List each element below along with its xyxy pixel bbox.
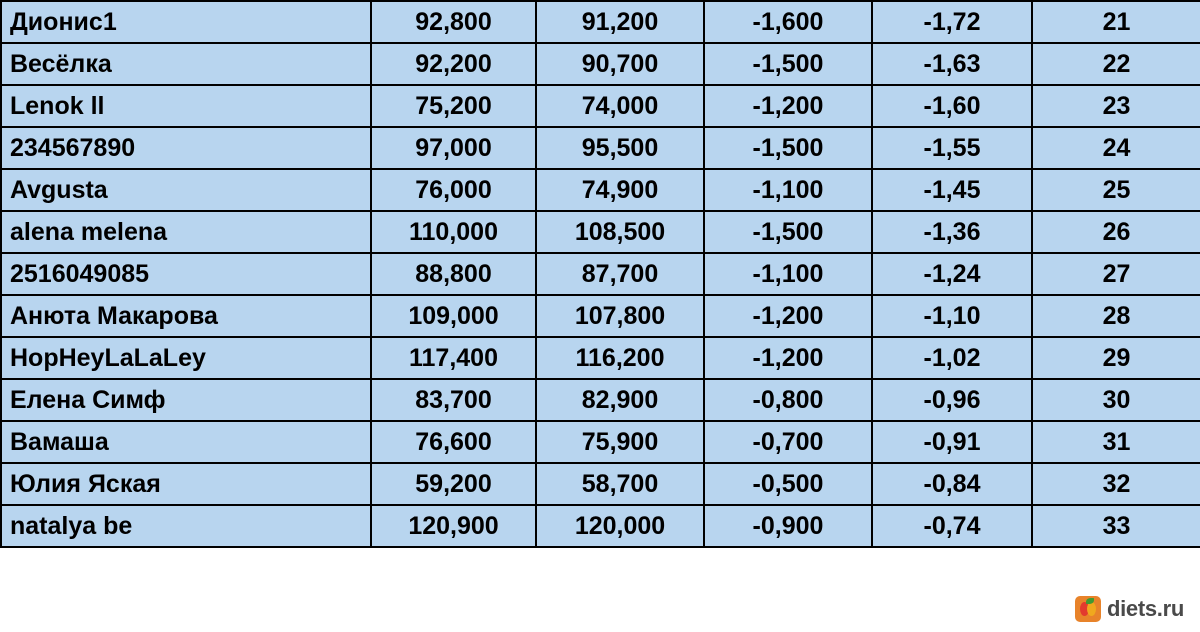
table-row — [1, 337, 1200, 379]
cell-rank: 27 — [1032, 253, 1200, 295]
cell-current-weight: 74,900 — [536, 169, 704, 211]
cell-rank: 25 — [1032, 169, 1200, 211]
cell-previous-weight: 75,200 — [371, 85, 536, 127]
cell-change: -1,100 — [704, 253, 872, 295]
cell-change: -1,100 — [704, 169, 872, 211]
cell-rank: 24 — [1032, 127, 1200, 169]
cell-previous-weight: 109,000 — [371, 295, 536, 337]
table-row — [1, 421, 1200, 463]
cell-name: natalya be — [1, 505, 371, 547]
cell-change: -0,800 — [704, 379, 872, 421]
cell-name: alena melena — [1, 211, 371, 253]
brand-label: diets.ru — [1106, 596, 1184, 621]
cell-current-weight: 107,800 — [536, 295, 704, 337]
cell-percent: -0,84 — [872, 463, 1032, 505]
cell-percent: -1,45 — [872, 169, 1032, 211]
cell-name: Lenok ll — [1, 85, 371, 127]
cell-percent: -0,96 — [872, 379, 1032, 421]
cell-change: -1,600 — [704, 1, 872, 43]
cell-change: -1,200 — [704, 337, 872, 379]
table-row — [1, 295, 1200, 337]
cell-percent: -1,02 — [872, 337, 1032, 379]
table-row — [1, 127, 1200, 169]
cell-change: -1,200 — [704, 85, 872, 127]
cell-name: Елена Симф — [1, 379, 371, 421]
cell-previous-weight: 120,900 — [371, 505, 536, 547]
cell-previous-weight: 76,600 — [371, 421, 536, 463]
table-row — [1, 169, 1200, 211]
apple-icon — [1075, 596, 1101, 622]
cell-current-weight: 116,200 — [536, 337, 704, 379]
cell-percent: -1,60 — [872, 85, 1032, 127]
results-table-body — [1, 1, 1200, 547]
cell-previous-weight: 88,800 — [371, 253, 536, 295]
cell-rank: 33 — [1032, 505, 1200, 547]
cell-name: Анюта Макарова — [1, 295, 371, 337]
cell-name: Вамаша — [1, 421, 371, 463]
cell-previous-weight: 59,200 — [371, 463, 536, 505]
table-row — [1, 43, 1200, 85]
cell-previous-weight: 97,000 — [371, 127, 536, 169]
table-row — [1, 253, 1200, 295]
cell-previous-weight: 92,800 — [371, 1, 536, 43]
cell-current-weight: 75,900 — [536, 421, 704, 463]
cell-percent: -0,74 — [872, 505, 1032, 547]
cell-change: -0,500 — [704, 463, 872, 505]
cell-name: Весёлка — [1, 43, 371, 85]
cell-percent: -1,63 — [872, 43, 1032, 85]
table-row — [1, 211, 1200, 253]
cell-current-weight: 90,700 — [536, 43, 704, 85]
cell-name: Дионис1 — [1, 1, 371, 43]
cell-percent: -0,91 — [872, 421, 1032, 463]
cell-rank: 29 — [1032, 337, 1200, 379]
cell-change: -1,200 — [704, 295, 872, 337]
cell-rank: 22 — [1032, 43, 1200, 85]
cell-previous-weight: 110,000 — [371, 211, 536, 253]
cell-previous-weight: 76,000 — [371, 169, 536, 211]
cell-change: -1,500 — [704, 211, 872, 253]
cell-rank: 32 — [1032, 463, 1200, 505]
cell-change: -1,500 — [704, 43, 872, 85]
cell-rank: 23 — [1032, 85, 1200, 127]
cell-rank: 21 — [1032, 1, 1200, 43]
cell-percent: -1,55 — [872, 127, 1032, 169]
cell-current-weight: 120,000 — [536, 505, 704, 547]
cell-percent: -1,10 — [872, 295, 1032, 337]
cell-percent: -1,24 — [872, 253, 1032, 295]
site-branding — [1075, 596, 1184, 622]
cell-change: -0,900 — [704, 505, 872, 547]
cell-current-weight: 91,200 — [536, 1, 704, 43]
cell-rank: 26 — [1032, 211, 1200, 253]
cell-current-weight: 108,500 — [536, 211, 704, 253]
table-row — [1, 505, 1200, 547]
cell-current-weight: 58,700 — [536, 463, 704, 505]
table-row — [1, 463, 1200, 505]
cell-percent: -1,72 — [872, 1, 1032, 43]
cell-current-weight: 74,000 — [536, 85, 704, 127]
cell-current-weight: 82,900 — [536, 379, 704, 421]
cell-rank: 28 — [1032, 295, 1200, 337]
cell-previous-weight: 92,200 — [371, 43, 536, 85]
cell-name: Avgusta — [1, 169, 371, 211]
cell-current-weight: 95,500 — [536, 127, 704, 169]
cell-name: 234567890 — [1, 127, 371, 169]
cell-name: 2516049085 — [1, 253, 371, 295]
cell-change: -1,500 — [704, 127, 872, 169]
cell-rank: 31 — [1032, 421, 1200, 463]
cell-previous-weight: 83,700 — [371, 379, 536, 421]
cell-name: HopHeyLaLaLey — [1, 337, 371, 379]
table-row — [1, 1, 1200, 43]
cell-current-weight: 87,700 — [536, 253, 704, 295]
cell-previous-weight: 117,400 — [371, 337, 536, 379]
table-row — [1, 379, 1200, 421]
cell-name: Юлия Яская — [1, 463, 371, 505]
cell-rank: 30 — [1032, 379, 1200, 421]
cell-percent: -1,36 — [872, 211, 1032, 253]
table-row — [1, 85, 1200, 127]
cell-change: -0,700 — [704, 421, 872, 463]
